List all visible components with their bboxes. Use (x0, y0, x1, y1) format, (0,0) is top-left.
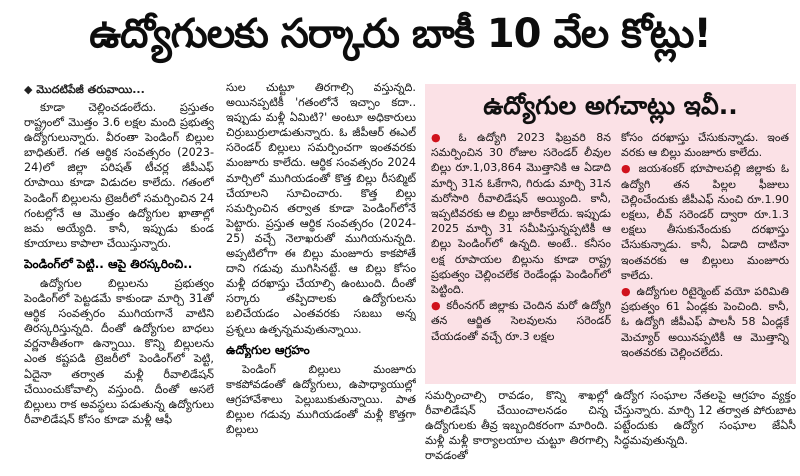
article-column-2 (226, 80, 416, 476)
bullet-icon: ● (431, 131, 459, 144)
box-case-3-text: జయశంకర్ భూపాలపల్లి జిల్లాకు ఓ ఉద్యోగి తన పిల్లల ఫీజులు చెల్లించేందుకు జీపీఎఫ్ నుంచి రూ.1.90 లక్షలు, లీవ్ సరెండర్ ద్వారా రూ.1.3 లక్షలు తీసుకునేందుకు దరఖాస్తు చేసుకున్నాడు. కానీ, ఏడాది దాటినా ఇంతవరకు ఆ బిల్లులు మంజూరు కాలేదు. (621, 162, 789, 282)
box-case-1-text: ఓ ఉద్యోగి 2023 ఫిబ్రవరి 8న సమర్పించిన 30 రోజుల సరెండర్ లీవుల బిల్లు రూ.1,03,864 మొత్తానికి ఆ ఏడాది మార్చి 31న ఓకేగాని, గిరుడు మార్చి 31న మరోసారి రీవాలిడేషన్ అయ్యింది. కానీ, ఇప్పటివరకు ఆ బిల్లు జారీకాలేదు. ఇప్పుడు 2025 మార్చి 31 సమీపిస్తున్నప్పటికీ ఆ బిల్లు పెండింగ్‌లో ఉన్నది. అంటే.. కనీసం లక్ష రూపాయల బిల్లును కూడా రాష్ట్ర ప్రభుత్వం చెల్లించలేక రెండేండ్లు పెండింగ్‌లో పెట్టింది. (431, 131, 611, 297)
box-case-1 (431, 130, 611, 297)
column-4-paragraph: ఉద్యోగ సంఘాల నేతలపై ఆగ్రహం వ్యక్తం చేస్తున్నారు. మార్చి 12 తర్వాత పోరుబాట పట్టేందుకు ఉద్యోగ సంఘాల జేఏసీ సిద్ధమవుతున్నది. (614, 389, 796, 448)
column-1-paragraph-1: కూడా చెల్లించడంలేదు. ప్రస్తుతం రాష్ట్రంలో మొత్తం 3.6 లక్షల మంది ప్రభుత్వ ఉద్యోగులున్నారు. వీరంతా పెండింగ్ బిల్లుల బాధితులే. గత ఆర్థిక సంవత్సరం (2023-24)లో జిల్లా పరిషత్ టీచర్ల జీపీఎఫ్ రూపాయి కూడా విడుదల కాలేదు. గతంలో పెండింగ్ బిల్లులను ట్రెజరీలో సమర్పించిన 24 గంటల్లోనే ఆ మొత్తం ఉద్యోగుల ఖాతాల్లో జమ అయ్యేది. కానీ, ఇప్పుడు కుండ కూయాలు కాపాలా చేయిస్తున్నారు. (24, 101, 214, 250)
box-case-4-text: ఉద్యోగుల రిటైర్మెంట్ వయో పరిమితి ప్రభుత్వం 61 ఏండ్లకు పెంచింది. కానీ, ఓ ఉద్యోగి జీపీఎఫ్ పాలసీ 58 ఏండ్లకే మెచ్యూర్ అయినప్పటికీ ఆ మొత్తాన్ని ఇంతవరకు చెల్లించలేదు. (621, 285, 789, 359)
box-case-2-cont: కోసం దరఖాస్తు చేసుకున్నాడు. ఇంత వరకు ఆ బిల్లు మంజూరు కాలేదు. (621, 131, 789, 160)
column-2-paragraph-1: సుల చుట్టూ తిరగాల్సి వస్తున్నది. అయినప్పటికీ 'గతంలోనే ఇచ్చాం కదా.. ఇప్పుడు మళ్లీ ఏమిటి?' అంటూ అధికారులు చిర్రుబుర్రులాడుతున్నారు. ఓ జీపీఆర్ ఈఎల్ సరెండర్ బిల్లులు సమర్పించగా ఇంతవరకు మంజూరు కాలేదు. ఆర్థిక సంవత్సరం 2024 మార్చిలో ముగియడంతో కొత్త బిల్లు రీసబ్మిట్ చేయాలని సూచించారు. కొత్త బిల్లు సమర్పించిన తర్వాత కూడా పెండింగ్‌లోనే పెట్టారు. ప్రస్తుత ఆర్థిక సంవత్సరం (2024-25) వచ్చే నెలాఖరుతో ముగియనున్నది. అప్పటిలోగా ఈ బిల్లు మంజూరు కాకపోతే దాని గడువు ముగిసినట్టే. ఆ బిల్లు కోసం మళ్లీ దరఖాస్తు చేయాల్సి ఉంటుంది. దీంతో సర్కారు తప్పిదాలకు ఉద్యోగులను బలిచేయడం ఎంతవరకు సబబు అన్న ప్రశ్నలు ఉత్పన్నమవుతున్నాయి. (226, 81, 416, 336)
column-2-paragraph-2: పెండింగ్ బిల్లులు మంజూరు కాకపోవడంతో ఉద్యోగులు, ఉపాధ్యాయుల్లో ఆగ్రహావేశాలు పెల్లుబుకుతున్నాయి. పాత బిల్లుల గడువు ముగియడంతో మళ్లీ కొత్తగా బిల్లులు (226, 362, 416, 436)
article-column-3 (425, 388, 608, 476)
box-case-2 (431, 298, 611, 344)
box-column-2 (621, 130, 789, 382)
box-column-1 (431, 130, 611, 382)
highlight-box (425, 84, 796, 384)
box-title: ఉద్యోగుల అగచాట్లు ఇవీ.. (483, 91, 738, 120)
column-3-paragraph: సమర్పించాల్సి రావడం, కొన్ని శాఖల్లో రీవాలిడేషన్ చేయించాలనడం చిన్న ఉద్యోగులకు తీవ్ర ఇబ్బందికరంగా మారింది. మళ్లీ మళ్లీ కార్యాలయాల చుట్టూ తిరగాల్సి రావడంతో (425, 389, 608, 463)
bullet-icon: ● (431, 299, 447, 313)
subheading-anger: ఉద్యోగుల ఆగ్రహం (226, 342, 310, 357)
article-column-1 (24, 80, 214, 476)
box-case-2-text: కరీంనగర్ జిల్లాకు చెందిన మరో ఉద్యోగి తన ఆర్జిత సెలవులను సరెండర్ చేయడంతో వచ్చే రూ.3 లక్షల (431, 299, 611, 343)
box-case-4 (621, 284, 789, 360)
article-column-4 (614, 388, 796, 476)
continuation-kicker: ◆ మొదటిపేజీ తరువాయి... (24, 83, 145, 96)
headline: ఉద్యోగులకు సర్కారు బాకీ 10 వేల కోట్లు! (89, 11, 711, 57)
column-1-paragraph-2: ఉద్యోగుల బిల్లులను ప్రభుత్వం పెండింగ్‌లో పెట్టడమే కాకుండా మార్చి 31తో ఆర్థిక సంవత్సరం ముగియగానే వాటిని తిరస్కరిస్తున్నది. దీంతో ఉద్యోగుల బాధలు వర్ణనాతీతంగా ఉన్నాయి. కొన్ని బిల్లులను ఎంత కష్టపడి ట్రెజరీలో పెండింగ్‌లో పెట్టి, ఏదైనా తర్వాత మళ్లీ రీవాలిడేషన్ చేయించుకోవాల్సి వస్తుంది. దీంతో అసలే బిల్లులు రాక అవస్థలు పడుతున్న ఉద్యోగులు రీవాలిడేషన్ కోసం కూడా మళ్లీ ఆఫీ (24, 276, 214, 426)
bullet-icon: ● (621, 285, 637, 299)
subheading-pending: పెండింగ్‌లో పెట్టి.. ఆపై తిరస్కరించి.. (24, 256, 193, 271)
bullet-icon: ● (621, 162, 639, 176)
box-case-3 (621, 161, 789, 283)
